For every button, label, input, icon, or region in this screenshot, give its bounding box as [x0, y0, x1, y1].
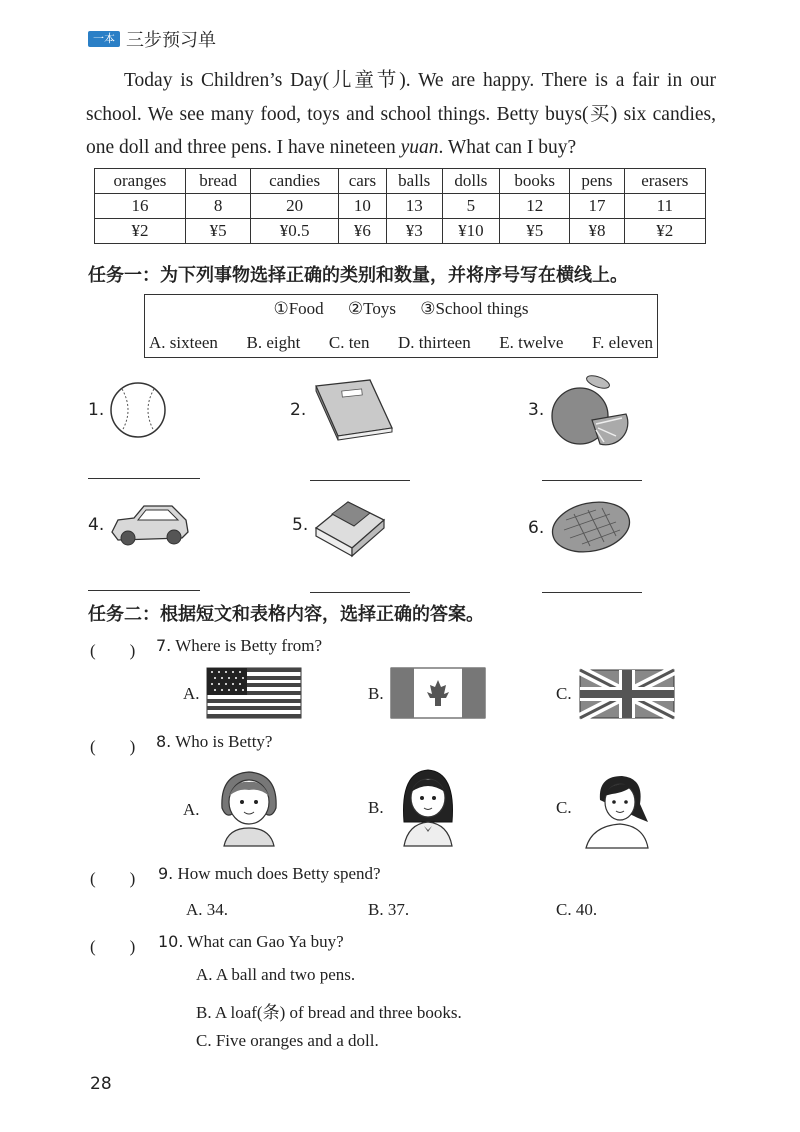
table-cell: erasers: [624, 169, 705, 194]
baseball-icon: [108, 380, 168, 440]
option-label: A.: [183, 684, 200, 703]
question-number: 10.: [158, 932, 184, 951]
quantity-option: D. thirteen: [398, 333, 471, 352]
table-cell: oranges: [95, 169, 186, 194]
table-cell: 12: [500, 194, 570, 219]
task2-heading: 任务二：根据短文和表格内容，选择正确的答案。: [88, 604, 484, 625]
table-cell: candies: [251, 169, 339, 194]
reading-passage: [86, 64, 716, 165]
table-row-prices: [95, 219, 706, 244]
table-cell: 5: [442, 194, 499, 219]
option-label: C.: [556, 798, 572, 817]
table-cell: balls: [386, 169, 442, 194]
category-food: ①Food: [273, 299, 324, 318]
answer-line-3[interactable]: [542, 480, 642, 481]
question-number: 8.: [156, 732, 172, 751]
table-cell: ¥2: [95, 219, 186, 244]
option-a[interactable]: A. A ball and two pens.: [196, 965, 356, 984]
option-c[interactable]: C. Five oranges and a doll.: [196, 1031, 379, 1050]
table-cell: ¥5: [500, 219, 570, 244]
table-cell: 13: [386, 194, 442, 219]
table-cell: dolls: [442, 169, 499, 194]
bread-icon: [550, 500, 632, 556]
table-cell: 10: [338, 194, 386, 219]
option-label: C.: [556, 684, 572, 703]
table-cell: ¥10: [442, 219, 499, 244]
category-toys: ②Toys: [347, 299, 396, 318]
girl-long-hair-icon[interactable]: [398, 766, 458, 846]
quantity-option: F. eleven: [592, 333, 653, 352]
picture-number-1: 1.: [88, 400, 105, 420]
table-cell: 17: [570, 194, 624, 219]
picture-number-3: 3.: [528, 400, 545, 420]
option-label: B.: [368, 684, 384, 703]
option-box: [144, 294, 658, 358]
answer-line-2[interactable]: [310, 480, 410, 481]
question-number: 7.: [156, 636, 172, 655]
table-cell: ¥5: [185, 219, 250, 244]
quantity-option: A. sixteen: [149, 333, 218, 352]
table-cell: 16: [95, 194, 186, 219]
table-row-items: [95, 169, 706, 194]
table-cell: 11: [624, 194, 705, 219]
option-a[interactable]: A. 34.: [186, 900, 229, 919]
answer-bracket-9[interactable]: ( ): [90, 869, 136, 888]
passage-text: Today is Children’s Day(儿童节). We are happy. There is a fair in our school. We see many food, toys and school things. Betty buys(买) six candies, one doll and three pens. I have nineteen: [86, 70, 716, 158]
table-cell: ¥8: [570, 219, 624, 244]
option-b[interactable]: B. 37.: [368, 900, 410, 919]
answer-bracket-8[interactable]: ( ): [90, 737, 136, 756]
table-cell: books: [500, 169, 570, 194]
table-cell: ¥6: [338, 219, 386, 244]
quantity-options: [149, 333, 653, 353]
table-cell: ¥0.5: [251, 219, 339, 244]
book-icon: [312, 378, 394, 440]
picture-number-2: 2.: [290, 400, 307, 420]
question-9: [158, 864, 381, 884]
picture-number-4: 4.: [88, 515, 105, 535]
quantity-option: B. eight: [246, 333, 301, 352]
table-cell: 8: [185, 194, 250, 219]
picture-number-5: 5.: [292, 515, 309, 535]
usa-flag-icon[interactable]: [207, 668, 301, 718]
answer-line-1[interactable]: [88, 478, 200, 479]
page-number: 28: [90, 1074, 112, 1094]
table-cell: pens: [570, 169, 624, 194]
orange-icon: [548, 372, 630, 452]
question-number: 9.: [158, 864, 174, 883]
category-options: [145, 299, 657, 319]
question-7: [156, 636, 322, 656]
car-icon: [108, 500, 190, 550]
question-text: What can Gao Ya buy?: [187, 932, 344, 951]
option-b[interactable]: B. A loaf(条) of bread and three books.: [196, 1003, 462, 1022]
answer-bracket-10[interactable]: ( ): [90, 937, 136, 956]
question-8: [156, 732, 272, 752]
answer-line-4[interactable]: [88, 590, 200, 591]
uk-flag-icon[interactable]: [580, 670, 674, 718]
question-text: How much does Betty spend?: [177, 864, 381, 883]
page-header-title: 三步预习单: [126, 30, 216, 51]
answer-line-6[interactable]: [542, 592, 642, 593]
passage-text-end: . What can I buy?: [438, 137, 577, 158]
picture-number-6: 6.: [528, 518, 545, 538]
answer-line-5[interactable]: [310, 592, 410, 593]
option-label: A.: [183, 800, 200, 819]
quantity-option: C. ten: [328, 333, 370, 352]
question-10: [158, 932, 344, 952]
table-cell: bread: [185, 169, 250, 194]
table-cell: ¥2: [624, 219, 705, 244]
quantity-option: E. twelve: [499, 333, 564, 352]
table-row-counts: [95, 194, 706, 219]
table-cell: ¥3: [386, 219, 442, 244]
price-table: [94, 168, 706, 244]
question-text: Who is Betty?: [175, 732, 273, 751]
task1-heading: 任务一：为下列事物选择正确的类别和数量，并将序号写在横线上。: [88, 265, 628, 286]
answer-bracket-7[interactable]: ( ): [90, 641, 136, 660]
category-school-things: ③School things: [420, 299, 529, 318]
option-label: B.: [368, 798, 384, 817]
question-text: Where is Betty from?: [175, 636, 323, 655]
table-cell: 20: [251, 194, 339, 219]
girl-ponytail-icon[interactable]: [582, 770, 654, 848]
table-cell: cars: [338, 169, 386, 194]
series-logo: 一本: [88, 31, 120, 47]
passage-italic-word: yuan: [400, 137, 439, 158]
canada-flag-icon[interactable]: [391, 668, 485, 718]
girl-short-hair-icon[interactable]: [216, 768, 282, 846]
option-c[interactable]: C. 40.: [556, 900, 598, 919]
eraser-icon: [312, 498, 388, 560]
